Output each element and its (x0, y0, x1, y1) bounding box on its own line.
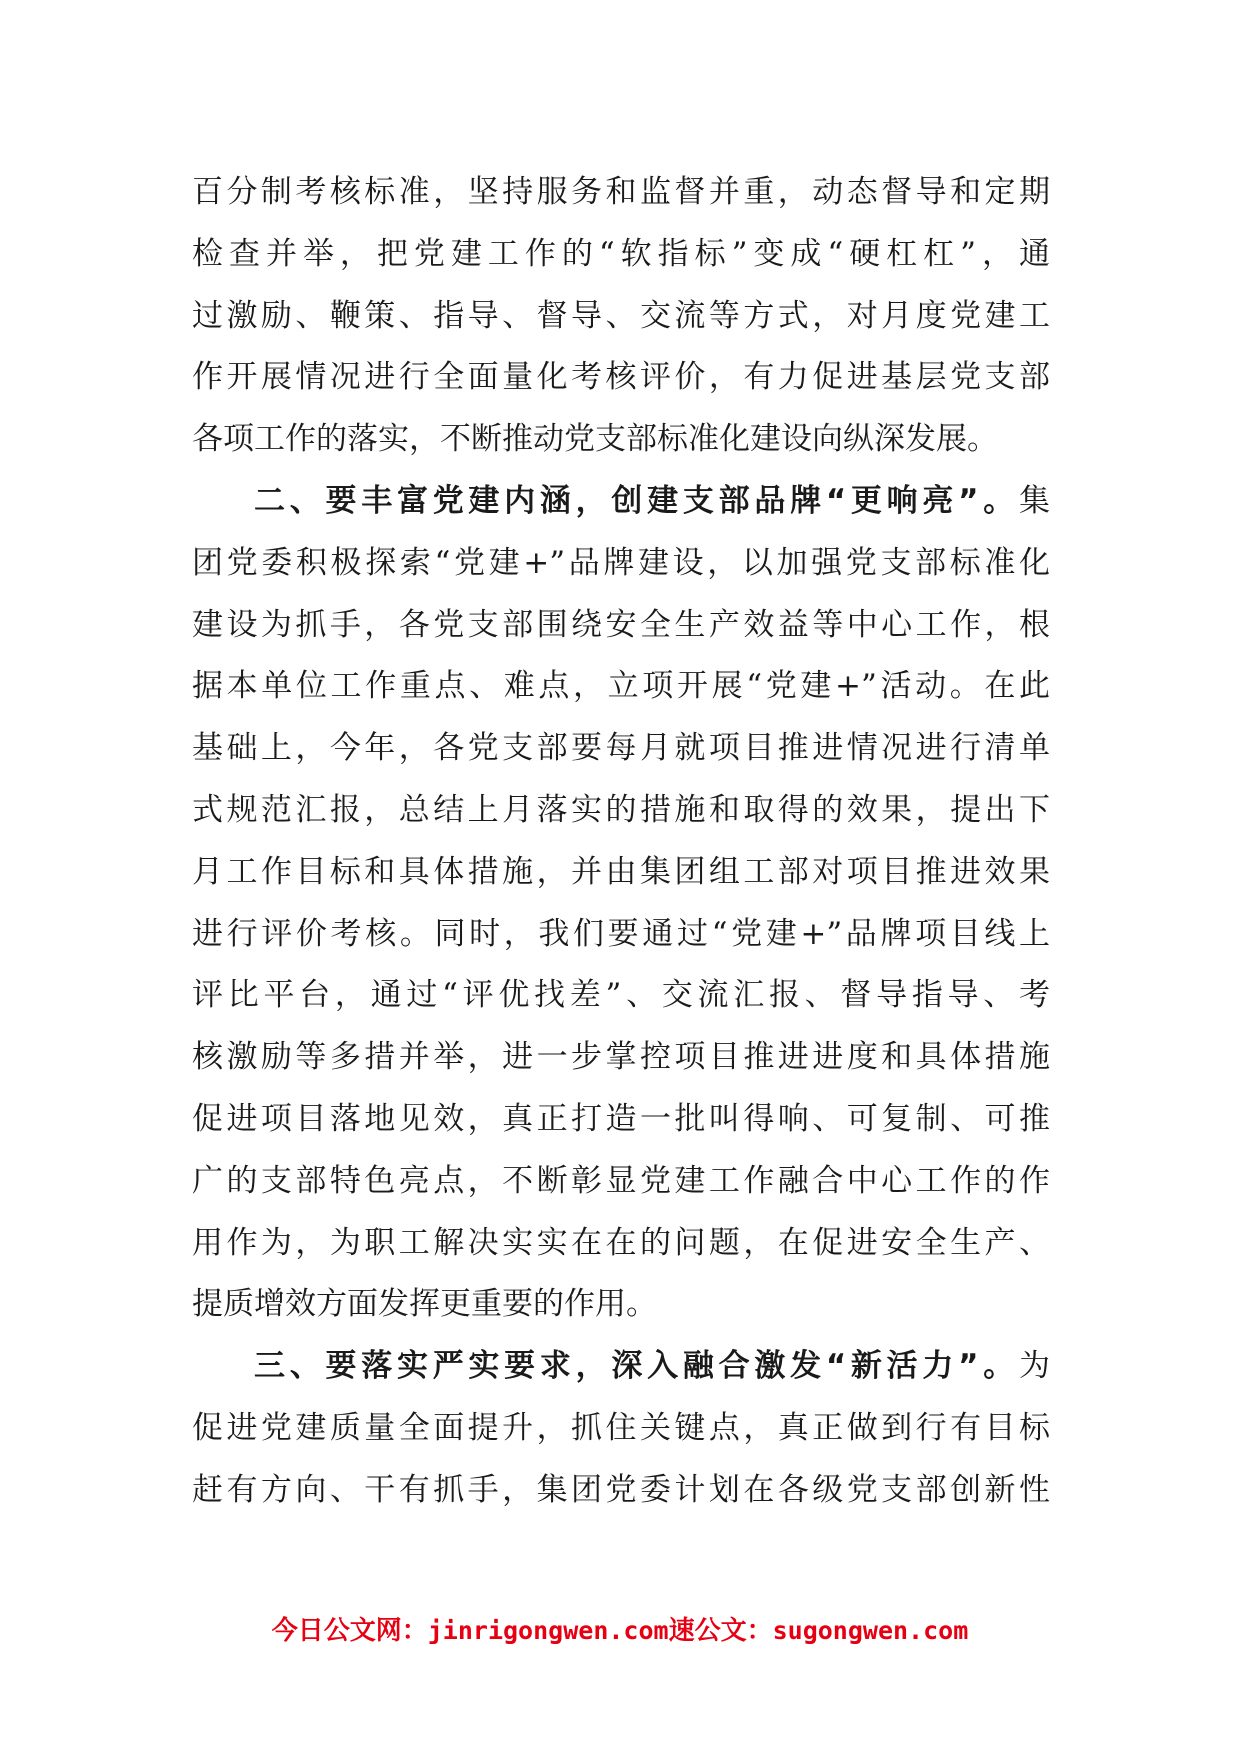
text-line: 建设为抓手，各党支部围绕安全生产效益等中心工作，根 (192, 606, 1050, 643)
text-line: 过激励、鞭策、指导、督导、交流等方式，对月度党建工 (192, 297, 1050, 334)
text-line: 团党委积极探索“党建+”品牌建设，以加强党支部标准化 (192, 544, 1050, 581)
paragraph-1 (192, 162, 1050, 471)
document-body (192, 162, 1050, 1522)
text-line: 进行评价考核。同时，我们要通过“党建+”品牌项目线上 (192, 915, 1050, 952)
text-line: 用作为，为职工解决实实在在的问题，在促进安全生产、 (192, 1224, 1050, 1261)
text-line: 月工作目标和具体措施，并由集团组工部对项目推进效果 (192, 853, 1050, 890)
text-line: 式规范汇报，总结上月落实的措施和取得的效果，提出下 (192, 791, 1050, 828)
section-heading: 三、要落实严实要求，深入融合激发“新活力”。 (254, 1348, 1019, 1385)
footer-site-1: jinrigongwen.com (427, 1616, 669, 1645)
text-line: 促进党建质量全面提升，抓住关键点，真正做到行有目标 (192, 1409, 1050, 1446)
paragraph-heading-line (192, 1336, 1050, 1398)
text-line: 促进项目落地见效，真正打造一批叫得响、可复制、可推 (192, 1100, 1050, 1137)
heading-line-rest: 集 (1019, 482, 1050, 519)
footer-site-2: sugongwen.com (772, 1616, 969, 1645)
footer-label-1: 今日公文网： (271, 1616, 428, 1646)
text-line: 据本单位工作重点、难点，立项开展“党建+”活动。在此 (192, 668, 1050, 705)
text-line: 百分制考核标准，坚持服务和监督并重，动态督导和定期 (192, 174, 1050, 210)
text-line: 评比平台，通过“评优找差”、交流汇报、督导指导、考 (192, 977, 1050, 1014)
text-line: 检查并举，把党建工作的“软指标”变成“硬杠杠”，通 (192, 235, 1050, 272)
text-line: 作开展情况进行全面量化考核评价，有力促进基层党支部 (192, 359, 1050, 396)
paragraph-3 (192, 1336, 1050, 1521)
footer-watermark (0, 1610, 1240, 1647)
text-line: 各项工作的落实，不断推动党支部标准化建设向纵深发展。 (192, 421, 998, 458)
footer-label-2: 速公文： (668, 1616, 773, 1646)
section-heading: 二、要丰富党建内涵，创建支部品牌“更响亮”。 (254, 482, 1019, 519)
text-line: 赶有方向、干有抓手，集团党委计划在各级党支部创新性 (192, 1471, 1050, 1508)
text-line: 提质增效方面发挥更重要的作用。 (192, 1286, 657, 1323)
text-line: 广的支部特色亮点，不断彰显党建工作融合中心工作的作 (192, 1162, 1050, 1199)
paragraph-heading-line (192, 471, 1050, 533)
paragraph-2 (192, 471, 1050, 1336)
heading-line-rest: 为 (1019, 1348, 1050, 1385)
text-line: 核激励等多措并举，进一步掌控项目推进进度和具体措施 (192, 1039, 1050, 1076)
text-line: 基础上，今年，各党支部要每月就项目推进情况进行清单 (192, 730, 1050, 767)
